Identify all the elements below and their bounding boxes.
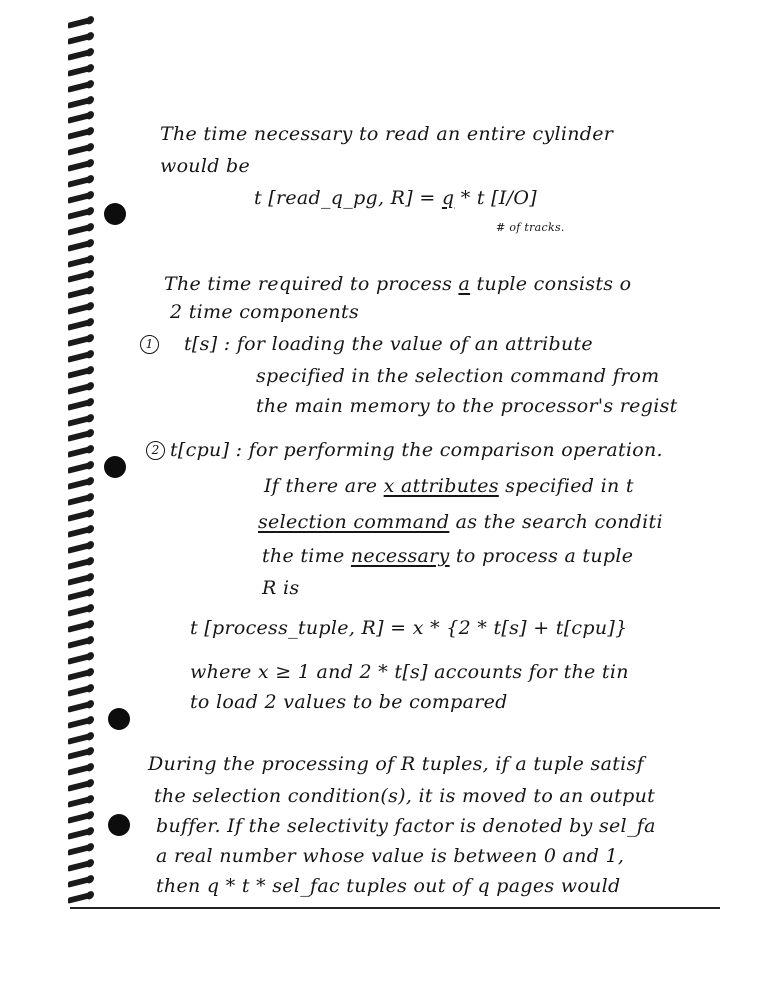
spiral-coil [68, 892, 90, 903]
spiral-coil [68, 160, 90, 171]
p3-line2: the selection condition(s), it is moved to an output [154, 785, 656, 807]
spiral-coil [68, 447, 90, 458]
p2-line1 [164, 272, 631, 296]
spiral-coil [68, 192, 90, 203]
spiral-coil [68, 621, 90, 632]
spiral-coil [68, 780, 90, 791]
spiral-coil [68, 335, 90, 346]
p1-line1: The time necessary to read an entire cylinder [160, 123, 614, 145]
spiral-coil [68, 367, 90, 378]
spiral-coil [68, 606, 90, 617]
punch-hole [104, 456, 126, 478]
spiral-coil [68, 637, 90, 648]
spiral-coil [68, 399, 90, 410]
spiral-coil [68, 303, 90, 314]
spiral-coil [68, 81, 90, 92]
formula-process-tuple: t [process_tuple, R] = x * {2 * t[s] + t[cpu]} [190, 617, 628, 639]
spiral-coil [68, 653, 90, 664]
spiral-binding [62, 14, 102, 914]
spiral-coil [68, 224, 90, 235]
spiral-coil [68, 812, 90, 823]
spiral-coil [68, 144, 90, 155]
spiral-coil [68, 97, 90, 108]
spiral-coil [68, 129, 90, 140]
item1-line2: specified in the selection command from [256, 365, 660, 387]
spiral-coil [68, 288, 90, 299]
item2-line3-b: as the search conditi [449, 511, 663, 533]
spiral-coil [68, 717, 90, 728]
p1-line2: would be [160, 155, 251, 177]
spiral-coil [68, 765, 90, 776]
item2-line3-underlined: selection command [258, 511, 450, 533]
p2-line1-b: tuple consists o [470, 273, 632, 295]
spiral-coil [68, 558, 90, 569]
item2-line4-a: the time [262, 545, 351, 567]
item1-marker: 1 [140, 335, 159, 354]
spiral-coil [68, 17, 90, 28]
item1-line3: the main memory to the processor's regist [256, 395, 678, 417]
spiral-coil [68, 828, 90, 839]
item2-line2-b: specified in t [498, 475, 634, 497]
spiral-coil [68, 383, 90, 394]
punch-hole [108, 814, 130, 836]
where-line2: to load 2 values to be compared [190, 691, 508, 713]
item2-line4-b: to process a tuple [449, 545, 634, 567]
spiral-coil [68, 701, 90, 712]
item2-line4 [262, 544, 633, 568]
spiral-coil [68, 526, 90, 537]
spiral-coil [68, 685, 90, 696]
spiral-coil [68, 478, 90, 489]
spiral-coil [68, 256, 90, 267]
spiral-coil [68, 33, 90, 44]
spiral-coil [68, 796, 90, 807]
p3-line1: During the processing of R tuples, if a tuple satisf [148, 753, 644, 775]
where-line1: where x ≥ 1 and 2 * t[s] accounts for the tin [190, 661, 629, 683]
item2-line4-underlined: necessary [350, 545, 450, 567]
p3-line4: a real number whose value is between 0 and 1, [156, 845, 625, 867]
spiral-coil [68, 876, 90, 887]
formula1-lhs: t [read_q_pg, R] = [254, 187, 442, 209]
p2-line1-a-word: a [458, 273, 471, 295]
spiral-coil [68, 319, 90, 330]
p3-line5: then q * t * sel_fac tuples out of q pages would [156, 875, 621, 897]
item2-line2 [264, 474, 634, 498]
item1-line1: t[s] : for loading the value of an attribute [184, 333, 593, 355]
spiral-coil [68, 844, 90, 855]
formula1-q: q [441, 187, 455, 209]
spiral-coil [68, 462, 90, 473]
item2-line5: R is [262, 577, 300, 599]
punch-hole [108, 708, 130, 730]
spiral-coil [68, 415, 90, 426]
spiral-coil [68, 208, 90, 219]
spiral-coil [68, 272, 90, 283]
spiral-coil [68, 113, 90, 124]
item2-marker: 2 [146, 441, 165, 460]
formula-read-cylinder [254, 186, 537, 210]
spiral-coil [68, 240, 90, 251]
item2-line3 [258, 510, 663, 534]
spiral-coil [68, 176, 90, 187]
spiral-coil [68, 510, 90, 521]
spiral-coil [68, 590, 90, 601]
p2-line2: 2 time components [170, 301, 360, 323]
spiral-coil [68, 749, 90, 760]
p2-line1-a: The time required to process [164, 273, 459, 295]
spiral-coil [68, 733, 90, 744]
page-bottom-rule [70, 907, 720, 909]
p3-line3: buffer. If the selectivity factor is denoted by sel_fa [156, 815, 656, 837]
spiral-coil [68, 431, 90, 442]
spiral-coil [68, 351, 90, 362]
item2-line2-a: If there are [264, 475, 384, 497]
spiral-coil [68, 574, 90, 585]
spiral-coil [68, 542, 90, 553]
spiral-coil [68, 669, 90, 680]
item2-line1: t[cpu] : for performing the comparison operation. [170, 439, 663, 461]
spiral-coil [68, 494, 90, 505]
formula1-annotation: # of tracks. [496, 221, 565, 234]
spiral-coil [68, 49, 90, 60]
punch-hole [104, 203, 126, 225]
item2-line2-underlined: x attributes [383, 475, 499, 497]
spiral-coil [68, 65, 90, 76]
formula1-rhs: * t [I/O] [454, 187, 537, 209]
spiral-coil [68, 860, 90, 871]
